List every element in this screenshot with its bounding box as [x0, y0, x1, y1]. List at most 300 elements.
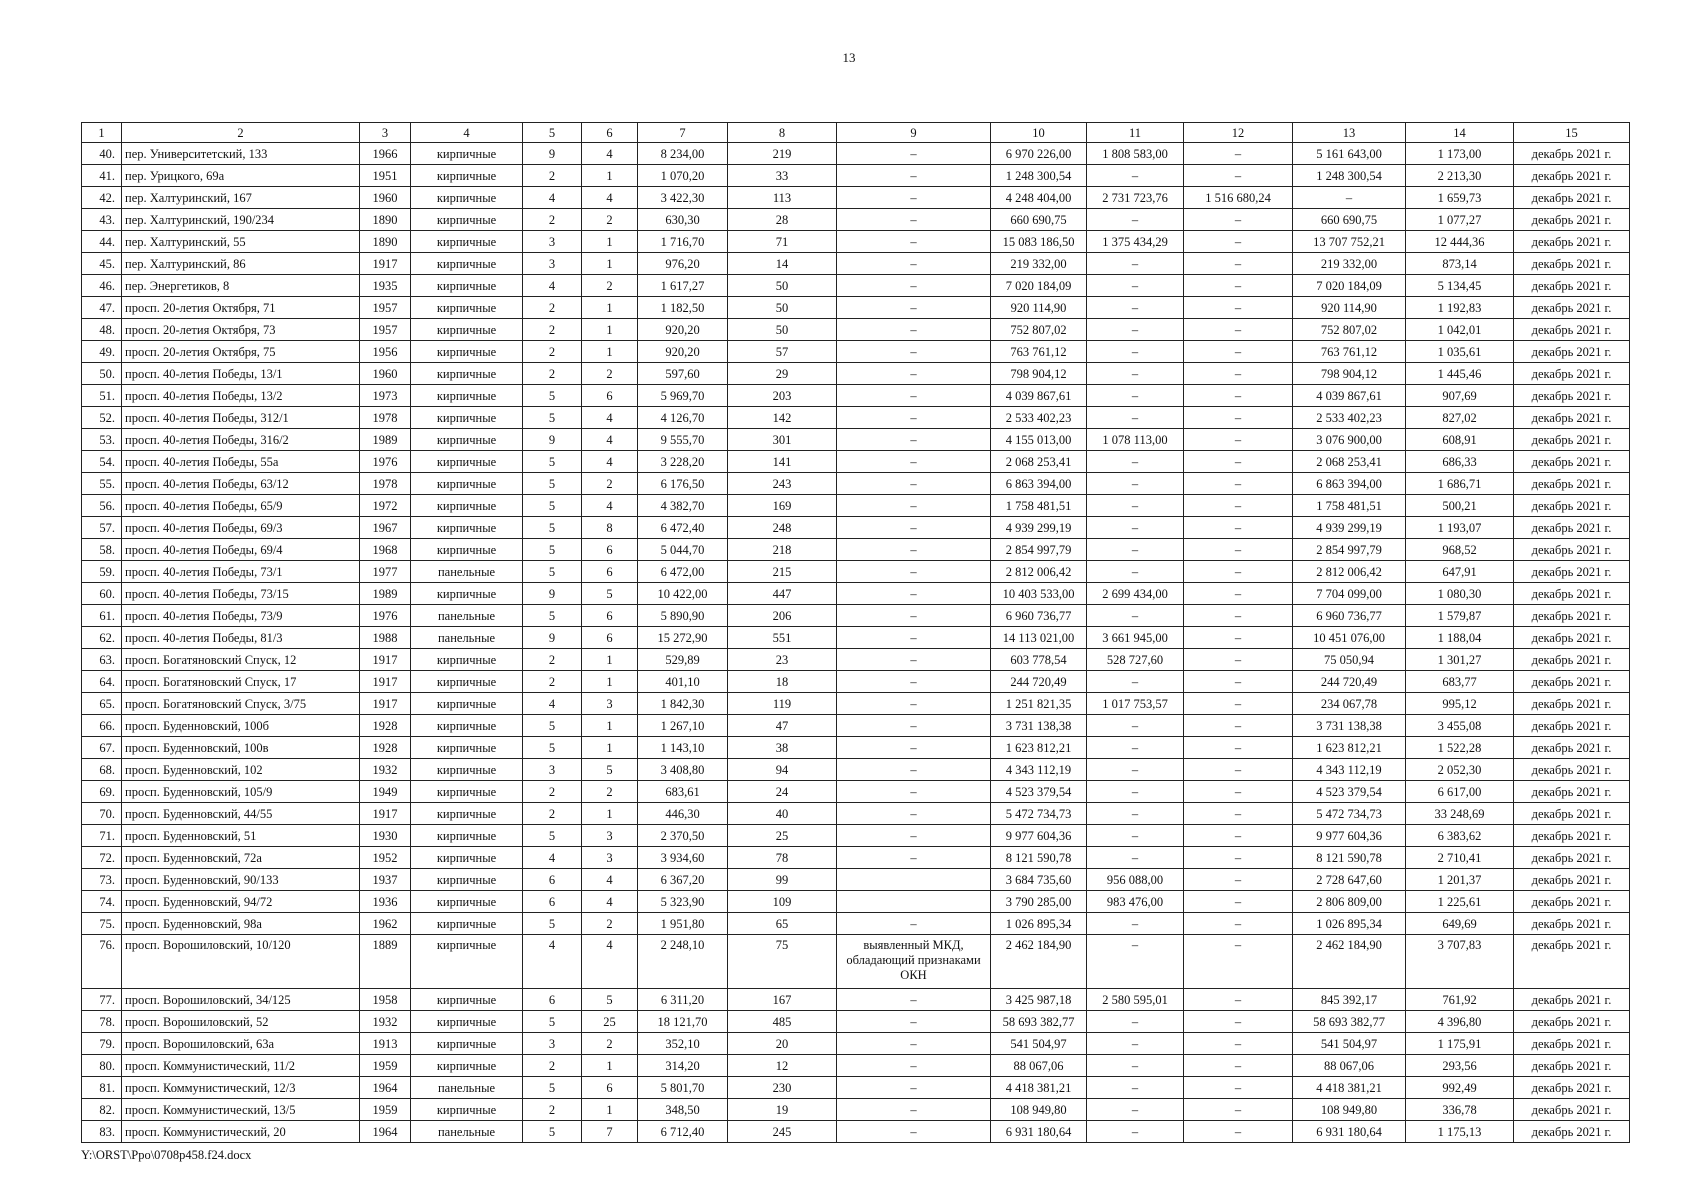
year-cell: 1930	[360, 825, 411, 847]
floors-cell: 5	[523, 539, 582, 561]
note-cell: –	[837, 319, 991, 341]
row-no-cell: 47.	[82, 297, 122, 319]
area-cell: 1 070,20	[638, 165, 728, 187]
fund-cost-cell: –	[1087, 825, 1184, 847]
completion-date-cell: декабрь 2021 г.	[1514, 583, 1630, 605]
residents-cell: 243	[728, 473, 837, 495]
entrances-cell: 4	[582, 451, 638, 473]
residents-cell: 206	[728, 605, 837, 627]
row-no-cell: 74.	[82, 891, 122, 913]
address-cell: просп. Ворошиловский, 52	[122, 1011, 360, 1033]
area-cell: 352,10	[638, 1033, 728, 1055]
row-no-cell: 62.	[82, 627, 122, 649]
area-cell: 5 969,70	[638, 385, 728, 407]
floors-cell: 5	[523, 517, 582, 539]
table-row	[82, 583, 1630, 605]
cost-per-sqm-cell: 1 035,61	[1406, 341, 1514, 363]
floors-cell: 3	[523, 1033, 582, 1055]
local-cost-cell: 4 418 381,21	[1293, 1077, 1406, 1099]
total-cost-cell: 1 623 812,21	[991, 737, 1087, 759]
row-no-cell: 68.	[82, 759, 122, 781]
floors-cell: 5	[523, 473, 582, 495]
total-cost-cell: 2 068 253,41	[991, 451, 1087, 473]
wall-material-cell: кирпичные	[411, 165, 523, 187]
entrances-cell: 2	[582, 1033, 638, 1055]
area-cell: 6 712,40	[638, 1121, 728, 1143]
year-cell: 1989	[360, 583, 411, 605]
completion-date-cell: декабрь 2021 г.	[1514, 935, 1630, 989]
row-no-cell: 81.	[82, 1077, 122, 1099]
column-number-header: 7	[638, 123, 728, 143]
area-cell: 3 934,60	[638, 847, 728, 869]
area-cell: 15 272,90	[638, 627, 728, 649]
note-cell: –	[837, 913, 991, 935]
completion-date-cell: декабрь 2021 г.	[1514, 671, 1630, 693]
note-cell: –	[837, 143, 991, 165]
total-cost-cell: 6 863 394,00	[991, 473, 1087, 495]
local-cost-cell: 2 462 184,90	[1293, 935, 1406, 989]
year-cell: 1890	[360, 231, 411, 253]
floors-cell: 3	[523, 759, 582, 781]
entrances-cell: 1	[582, 297, 638, 319]
wall-material-cell: панельные	[411, 605, 523, 627]
note-cell: –	[837, 781, 991, 803]
total-cost-cell: 58 693 382,77	[991, 1011, 1087, 1033]
fund-cost-cell: 528 727,60	[1087, 649, 1184, 671]
area-cell: 1 267,10	[638, 715, 728, 737]
wall-material-cell: кирпичные	[411, 363, 523, 385]
local-cost-cell: 234 067,78	[1293, 693, 1406, 715]
fund-cost-cell: 2 699 434,00	[1087, 583, 1184, 605]
table-row	[82, 319, 1630, 341]
entrances-cell: 25	[582, 1011, 638, 1033]
total-cost-cell: 244 720,49	[991, 671, 1087, 693]
total-cost-cell: 660 690,75	[991, 209, 1087, 231]
wall-material-cell: кирпичные	[411, 407, 523, 429]
total-cost-cell: 15 083 186,50	[991, 231, 1087, 253]
local-cost-cell: –	[1293, 187, 1406, 209]
local-cost-cell: 3 731 138,38	[1293, 715, 1406, 737]
total-cost-cell: 3 731 138,38	[991, 715, 1087, 737]
address-cell: просп. 40-летия Победы, 73/15	[122, 583, 360, 605]
wall-material-cell: кирпичные	[411, 781, 523, 803]
column-number-header: 1	[82, 123, 122, 143]
total-cost-cell: 4 418 381,21	[991, 1077, 1087, 1099]
floors-cell: 4	[523, 693, 582, 715]
table-row	[82, 539, 1630, 561]
completion-date-cell: декабрь 2021 г.	[1514, 143, 1630, 165]
table-row	[82, 495, 1630, 517]
column-number-header: 9	[837, 123, 991, 143]
total-cost-cell: 1 248 300,54	[991, 165, 1087, 187]
completion-date-cell: декабрь 2021 г.	[1514, 231, 1630, 253]
row-no-cell: 65.	[82, 693, 122, 715]
local-cost-cell: 58 693 382,77	[1293, 1011, 1406, 1033]
address-cell: просп. Богатяновский Спуск, 17	[122, 671, 360, 693]
local-cost-cell: 1 623 812,21	[1293, 737, 1406, 759]
floors-cell: 2	[523, 1099, 582, 1121]
cost-per-sqm-cell: 6 383,62	[1406, 825, 1514, 847]
floors-cell: 5	[523, 913, 582, 935]
completion-date-cell: декабрь 2021 г.	[1514, 605, 1630, 627]
entrances-cell: 2	[582, 275, 638, 297]
fund-cost-cell: –	[1087, 407, 1184, 429]
floors-cell: 9	[523, 429, 582, 451]
total-cost-cell: 2 812 006,42	[991, 561, 1087, 583]
completion-date-cell: декабрь 2021 г.	[1514, 187, 1630, 209]
table-row	[82, 935, 1630, 989]
regional-cost-cell: –	[1184, 319, 1293, 341]
completion-date-cell: декабрь 2021 г.	[1514, 253, 1630, 275]
address-cell: просп. Коммунистический, 20	[122, 1121, 360, 1143]
wall-material-cell: кирпичные	[411, 495, 523, 517]
area-cell: 1 951,80	[638, 913, 728, 935]
entrances-cell: 1	[582, 1055, 638, 1077]
year-cell: 1917	[360, 649, 411, 671]
area-cell: 920,20	[638, 341, 728, 363]
floors-cell: 5	[523, 1121, 582, 1143]
entrances-cell: 7	[582, 1121, 638, 1143]
column-number-header: 2	[122, 123, 360, 143]
wall-material-cell: панельные	[411, 1077, 523, 1099]
table-row	[82, 429, 1630, 451]
cost-per-sqm-cell: 1 188,04	[1406, 627, 1514, 649]
year-cell: 1917	[360, 671, 411, 693]
regional-cost-cell: –	[1184, 1033, 1293, 1055]
fund-cost-cell: 983 476,00	[1087, 891, 1184, 913]
row-no-cell: 64.	[82, 671, 122, 693]
year-cell: 1932	[360, 759, 411, 781]
residents-cell: 20	[728, 1033, 837, 1055]
note-cell: –	[837, 407, 991, 429]
table-row	[82, 231, 1630, 253]
column-number-header: 4	[411, 123, 523, 143]
regional-cost-cell: 1 516 680,24	[1184, 187, 1293, 209]
completion-date-cell: декабрь 2021 г.	[1514, 693, 1630, 715]
cost-per-sqm-cell: 4 396,80	[1406, 1011, 1514, 1033]
residents-cell: 169	[728, 495, 837, 517]
residents-cell: 218	[728, 539, 837, 561]
note-cell: –	[837, 385, 991, 407]
note-cell: –	[837, 341, 991, 363]
note-cell: –	[837, 847, 991, 869]
row-no-cell: 80.	[82, 1055, 122, 1077]
floors-cell: 5	[523, 715, 582, 737]
local-cost-cell: 88 067,06	[1293, 1055, 1406, 1077]
completion-date-cell: декабрь 2021 г.	[1514, 1099, 1630, 1121]
row-no-cell: 44.	[82, 231, 122, 253]
table-row	[82, 627, 1630, 649]
entrances-cell: 2	[582, 781, 638, 803]
residents-cell: 50	[728, 319, 837, 341]
fund-cost-cell: –	[1087, 847, 1184, 869]
address-cell: просп. 40-летия Победы, 69/3	[122, 517, 360, 539]
total-cost-cell: 2 533 402,23	[991, 407, 1087, 429]
fund-cost-cell: –	[1087, 781, 1184, 803]
table-row	[82, 1099, 1630, 1121]
completion-date-cell: декабрь 2021 г.	[1514, 913, 1630, 935]
row-no-cell: 53.	[82, 429, 122, 451]
fund-cost-cell: 3 661 945,00	[1087, 627, 1184, 649]
year-cell: 1949	[360, 781, 411, 803]
cost-per-sqm-cell: 761,92	[1406, 989, 1514, 1011]
wall-material-cell: кирпичные	[411, 715, 523, 737]
floors-cell: 4	[523, 847, 582, 869]
note-cell: –	[837, 737, 991, 759]
address-cell: просп. 40-летия Победы, 13/1	[122, 363, 360, 385]
area-cell: 401,10	[638, 671, 728, 693]
row-no-cell: 75.	[82, 913, 122, 935]
area-cell: 9 555,70	[638, 429, 728, 451]
total-cost-cell: 219 332,00	[991, 253, 1087, 275]
local-cost-cell: 2 806 809,00	[1293, 891, 1406, 913]
fund-cost-cell: –	[1087, 1055, 1184, 1077]
note-cell: –	[837, 473, 991, 495]
area-cell: 2 248,10	[638, 935, 728, 989]
local-cost-cell: 2 728 647,60	[1293, 869, 1406, 891]
year-cell: 1978	[360, 473, 411, 495]
local-cost-cell: 9 977 604,36	[1293, 825, 1406, 847]
cost-per-sqm-cell: 1 301,27	[1406, 649, 1514, 671]
residents-cell: 78	[728, 847, 837, 869]
note-cell: –	[837, 1099, 991, 1121]
address-cell: просп. 40-летия Победы, 63/12	[122, 473, 360, 495]
table-row	[82, 989, 1630, 1011]
address-cell: просп. 20-летия Октября, 75	[122, 341, 360, 363]
address-cell: пер. Халтуринский, 190/234	[122, 209, 360, 231]
cost-per-sqm-cell: 1 445,46	[1406, 363, 1514, 385]
note-cell: выявленный МКД, обладающий признаками ОКН	[837, 935, 991, 989]
area-cell: 630,30	[638, 209, 728, 231]
cost-per-sqm-cell: 12 444,36	[1406, 231, 1514, 253]
regional-cost-cell: –	[1184, 989, 1293, 1011]
completion-date-cell: декабрь 2021 г.	[1514, 209, 1630, 231]
column-number-header: 11	[1087, 123, 1184, 143]
row-no-cell: 58.	[82, 539, 122, 561]
completion-date-cell: декабрь 2021 г.	[1514, 1077, 1630, 1099]
floors-cell: 4	[523, 275, 582, 297]
note-cell: –	[837, 583, 991, 605]
entrances-cell: 4	[582, 495, 638, 517]
local-cost-cell: 752 807,02	[1293, 319, 1406, 341]
year-cell: 1932	[360, 1011, 411, 1033]
residents-cell: 18	[728, 671, 837, 693]
fund-cost-cell: 1 375 434,29	[1087, 231, 1184, 253]
note-cell: –	[837, 1077, 991, 1099]
row-no-cell: 54.	[82, 451, 122, 473]
housing-register-table	[81, 122, 1630, 1143]
row-no-cell: 77.	[82, 989, 122, 1011]
fund-cost-cell: –	[1087, 671, 1184, 693]
completion-date-cell: декабрь 2021 г.	[1514, 319, 1630, 341]
wall-material-cell: кирпичные	[411, 913, 523, 935]
area-cell: 314,20	[638, 1055, 728, 1077]
fund-cost-cell: –	[1087, 1011, 1184, 1033]
residents-cell: 65	[728, 913, 837, 935]
total-cost-cell: 752 807,02	[991, 319, 1087, 341]
floors-cell: 4	[523, 187, 582, 209]
total-cost-cell: 4 155 013,00	[991, 429, 1087, 451]
completion-date-cell: декабрь 2021 г.	[1514, 869, 1630, 891]
note-cell: –	[837, 1011, 991, 1033]
note-cell: –	[837, 517, 991, 539]
total-cost-cell: 920 114,90	[991, 297, 1087, 319]
entrances-cell: 1	[582, 253, 638, 275]
regional-cost-cell: –	[1184, 803, 1293, 825]
entrances-cell: 1	[582, 341, 638, 363]
regional-cost-cell: –	[1184, 649, 1293, 671]
regional-cost-cell: –	[1184, 341, 1293, 363]
entrances-cell: 6	[582, 539, 638, 561]
local-cost-cell: 1 026 895,34	[1293, 913, 1406, 935]
wall-material-cell: кирпичные	[411, 649, 523, 671]
year-cell: 1964	[360, 1077, 411, 1099]
wall-material-cell: панельные	[411, 1121, 523, 1143]
floors-cell: 2	[523, 649, 582, 671]
entrances-cell: 5	[582, 583, 638, 605]
wall-material-cell: кирпичные	[411, 1055, 523, 1077]
year-cell: 1928	[360, 715, 411, 737]
entrances-cell: 4	[582, 143, 638, 165]
residents-cell: 99	[728, 869, 837, 891]
wall-material-cell: кирпичные	[411, 935, 523, 989]
table-row	[82, 1121, 1630, 1143]
wall-material-cell: кирпичные	[411, 231, 523, 253]
address-cell: пер. Халтуринский, 167	[122, 187, 360, 209]
local-cost-cell: 2 812 006,42	[1293, 561, 1406, 583]
fund-cost-cell: –	[1087, 715, 1184, 737]
row-no-cell: 63.	[82, 649, 122, 671]
regional-cost-cell: –	[1184, 1099, 1293, 1121]
floors-cell: 6	[523, 891, 582, 913]
fund-cost-cell: –	[1087, 297, 1184, 319]
entrances-cell: 4	[582, 869, 638, 891]
regional-cost-cell: –	[1184, 693, 1293, 715]
residents-cell: 47	[728, 715, 837, 737]
column-number-header: 14	[1406, 123, 1514, 143]
area-cell: 10 422,00	[638, 583, 728, 605]
fund-cost-cell: –	[1087, 1077, 1184, 1099]
local-cost-cell: 2 854 997,79	[1293, 539, 1406, 561]
entrances-cell: 1	[582, 319, 638, 341]
address-cell: просп. Буденновский, 102	[122, 759, 360, 781]
floors-cell: 9	[523, 583, 582, 605]
cost-per-sqm-cell: 6 617,00	[1406, 781, 1514, 803]
local-cost-cell: 660 690,75	[1293, 209, 1406, 231]
year-cell: 1967	[360, 517, 411, 539]
table-row	[82, 275, 1630, 297]
local-cost-cell: 5 472 734,73	[1293, 803, 1406, 825]
wall-material-cell: панельные	[411, 627, 523, 649]
completion-date-cell: декабрь 2021 г.	[1514, 561, 1630, 583]
residents-cell: 113	[728, 187, 837, 209]
residents-cell: 28	[728, 209, 837, 231]
year-cell: 1917	[360, 693, 411, 715]
note-cell: –	[837, 627, 991, 649]
local-cost-cell: 5 161 643,00	[1293, 143, 1406, 165]
wall-material-cell: панельные	[411, 561, 523, 583]
fund-cost-cell: –	[1087, 253, 1184, 275]
completion-date-cell: декабрь 2021 г.	[1514, 627, 1630, 649]
total-cost-cell: 108 949,80	[991, 1099, 1087, 1121]
cost-per-sqm-cell: 1 077,27	[1406, 209, 1514, 231]
local-cost-cell: 845 392,17	[1293, 989, 1406, 1011]
completion-date-cell: декабрь 2021 г.	[1514, 275, 1630, 297]
fund-cost-cell: –	[1087, 473, 1184, 495]
completion-date-cell: декабрь 2021 г.	[1514, 803, 1630, 825]
note-cell: –	[837, 825, 991, 847]
residents-cell: 447	[728, 583, 837, 605]
cost-per-sqm-cell: 1 192,83	[1406, 297, 1514, 319]
note-cell: –	[837, 165, 991, 187]
completion-date-cell: декабрь 2021 г.	[1514, 1011, 1630, 1033]
regional-cost-cell: –	[1184, 253, 1293, 275]
area-cell: 6 472,00	[638, 561, 728, 583]
floors-cell: 9	[523, 143, 582, 165]
table-row	[82, 759, 1630, 781]
area-cell: 5 801,70	[638, 1077, 728, 1099]
floors-cell: 2	[523, 671, 582, 693]
regional-cost-cell: –	[1184, 451, 1293, 473]
floors-cell: 6	[523, 869, 582, 891]
fund-cost-cell: –	[1087, 385, 1184, 407]
note-cell: –	[837, 253, 991, 275]
completion-date-cell: декабрь 2021 г.	[1514, 297, 1630, 319]
residents-cell: 19	[728, 1099, 837, 1121]
wall-material-cell: кирпичные	[411, 759, 523, 781]
cost-per-sqm-cell: 686,33	[1406, 451, 1514, 473]
wall-material-cell: кирпичные	[411, 989, 523, 1011]
note-cell: –	[837, 1055, 991, 1077]
floors-cell: 2	[523, 781, 582, 803]
row-no-cell: 71.	[82, 825, 122, 847]
floors-cell: 5	[523, 605, 582, 627]
regional-cost-cell: –	[1184, 231, 1293, 253]
address-cell: просп. Ворошиловский, 63а	[122, 1033, 360, 1055]
completion-date-cell: декабрь 2021 г.	[1514, 451, 1630, 473]
regional-cost-cell: –	[1184, 363, 1293, 385]
year-cell: 1976	[360, 451, 411, 473]
regional-cost-cell: –	[1184, 781, 1293, 803]
regional-cost-cell: –	[1184, 297, 1293, 319]
total-cost-cell: 1 758 481,51	[991, 495, 1087, 517]
address-cell: просп. Буденновский, 94/72	[122, 891, 360, 913]
residents-cell: 12	[728, 1055, 837, 1077]
local-cost-cell: 244 720,49	[1293, 671, 1406, 693]
local-cost-cell: 3 076 900,00	[1293, 429, 1406, 451]
regional-cost-cell: –	[1184, 517, 1293, 539]
total-cost-cell: 4 248 404,00	[991, 187, 1087, 209]
fund-cost-cell: –	[1087, 737, 1184, 759]
cost-per-sqm-cell: 33 248,69	[1406, 803, 1514, 825]
floors-cell: 5	[523, 737, 582, 759]
fund-cost-cell: –	[1087, 209, 1184, 231]
note-cell: –	[837, 649, 991, 671]
residents-cell: 301	[728, 429, 837, 451]
column-number-header: 13	[1293, 123, 1406, 143]
residents-cell: 33	[728, 165, 837, 187]
address-cell: просп. Богатяновский Спуск, 3/75	[122, 693, 360, 715]
entrances-cell: 4	[582, 935, 638, 989]
residents-cell: 167	[728, 989, 837, 1011]
table-row	[82, 561, 1630, 583]
residents-cell: 71	[728, 231, 837, 253]
address-cell: просп. Буденновский, 44/55	[122, 803, 360, 825]
total-cost-cell: 9 977 604,36	[991, 825, 1087, 847]
row-no-cell: 42.	[82, 187, 122, 209]
row-no-cell: 73.	[82, 869, 122, 891]
residents-cell: 203	[728, 385, 837, 407]
